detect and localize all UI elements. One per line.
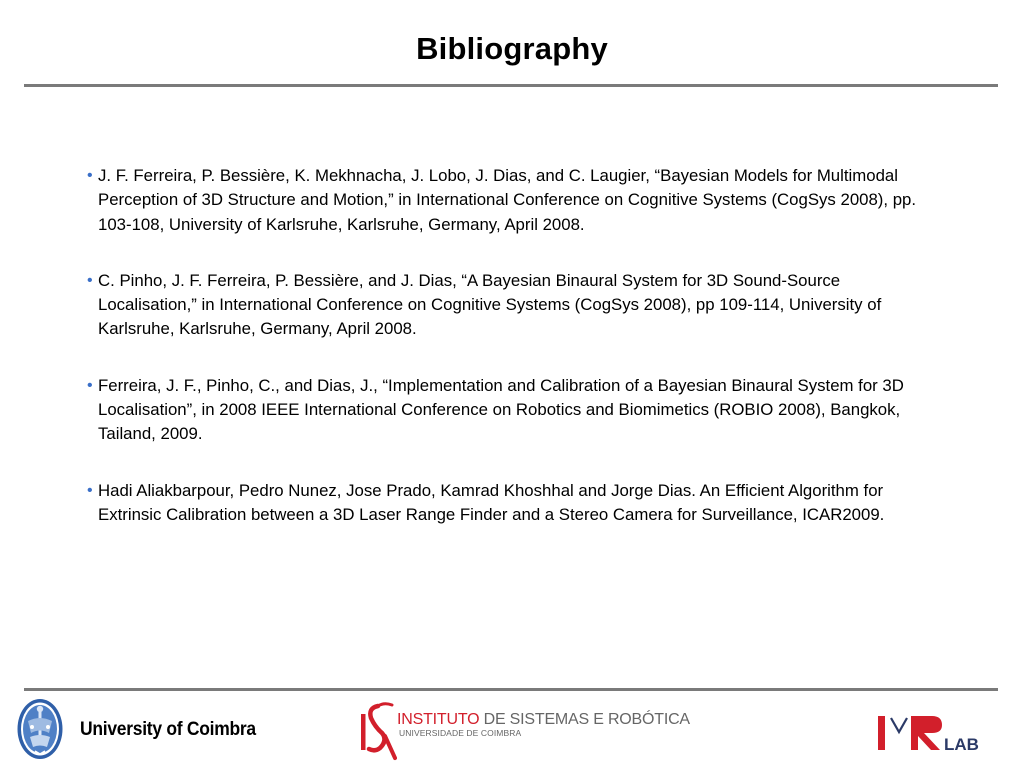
bibliography-entry-text: C. Pinho, J. F. Ferreira, P. Bessière, and J. Dias, “A Bayesian Binaural System for 3D Sound-Source Localisation,” in International Conference on Cognitive Systems (CogSys 2008), pp 109-114, University of Karlsruhe, Karlsruhe, Germany, April 2008. xyxy=(98,270,882,339)
bullet-icon: • xyxy=(87,481,93,499)
footer-divider xyxy=(24,688,998,691)
bibliography-entry xyxy=(86,479,938,528)
bullet-icon: • xyxy=(87,376,93,394)
isr-name-rest: DE SISTEMAS E ROBÓTICA xyxy=(479,711,690,728)
bibliography-entry-text: J. F. Ferreira, P. Bessière, K. Mekhnacha, J. Lobo, J. Dias, and C. Laugier, “Bayesian Models for Multimodal Perception of 3D Structure and Motion,” in International Conference on Cognitive Systems (CogSys 2008), pp. 103-108, University of Karlsruhe, Karlsruhe, Germany, April 2008. xyxy=(98,166,917,234)
bibliography-entry xyxy=(86,164,938,237)
isr-subtitle: UNIVERSIDADE DE COIMBRA xyxy=(399,728,522,738)
bibliography-entry-text: Ferreira, J. F., Pinho, C., and Dias, J., “Implementation and Calibration of a Bayesian Binaural System for 3D Localisation”, in 2008 IEEE International Conference on Robotics and Biomimetics (ROBIO 2008), Bangkok, Tailand, 2009. xyxy=(98,375,904,444)
university-name: University of Coimbra xyxy=(80,719,256,740)
isr-logo xyxy=(357,696,697,762)
bullet-icon: • xyxy=(87,167,93,184)
isr-name-instituto: INSTITUTO xyxy=(397,711,480,728)
isr-mark-icon xyxy=(357,696,397,762)
mrlab-logo-icon xyxy=(876,708,988,754)
bullet-icon: • xyxy=(87,271,93,289)
bibliography-list xyxy=(86,164,938,559)
bibliography-entry xyxy=(86,374,938,447)
university-seal-icon xyxy=(16,697,64,761)
mrlab-wordmark: LAB xyxy=(944,735,979,754)
slide-title: Bibliography xyxy=(416,31,608,66)
bibliography-entry-text: Hadi Aliakbarpour, Pedro Nunez, Jose Prado, Kamrad Khoshhal and Jorge Dias. An Efficient Algorithm for Extrinsic Calibration between a 3D Laser Range Finder and a Stereo Camera for Surveillance, ICAR2009. xyxy=(98,480,885,524)
bibliography-entry xyxy=(86,269,938,342)
title-divider xyxy=(24,84,998,87)
isr-name xyxy=(397,711,690,729)
